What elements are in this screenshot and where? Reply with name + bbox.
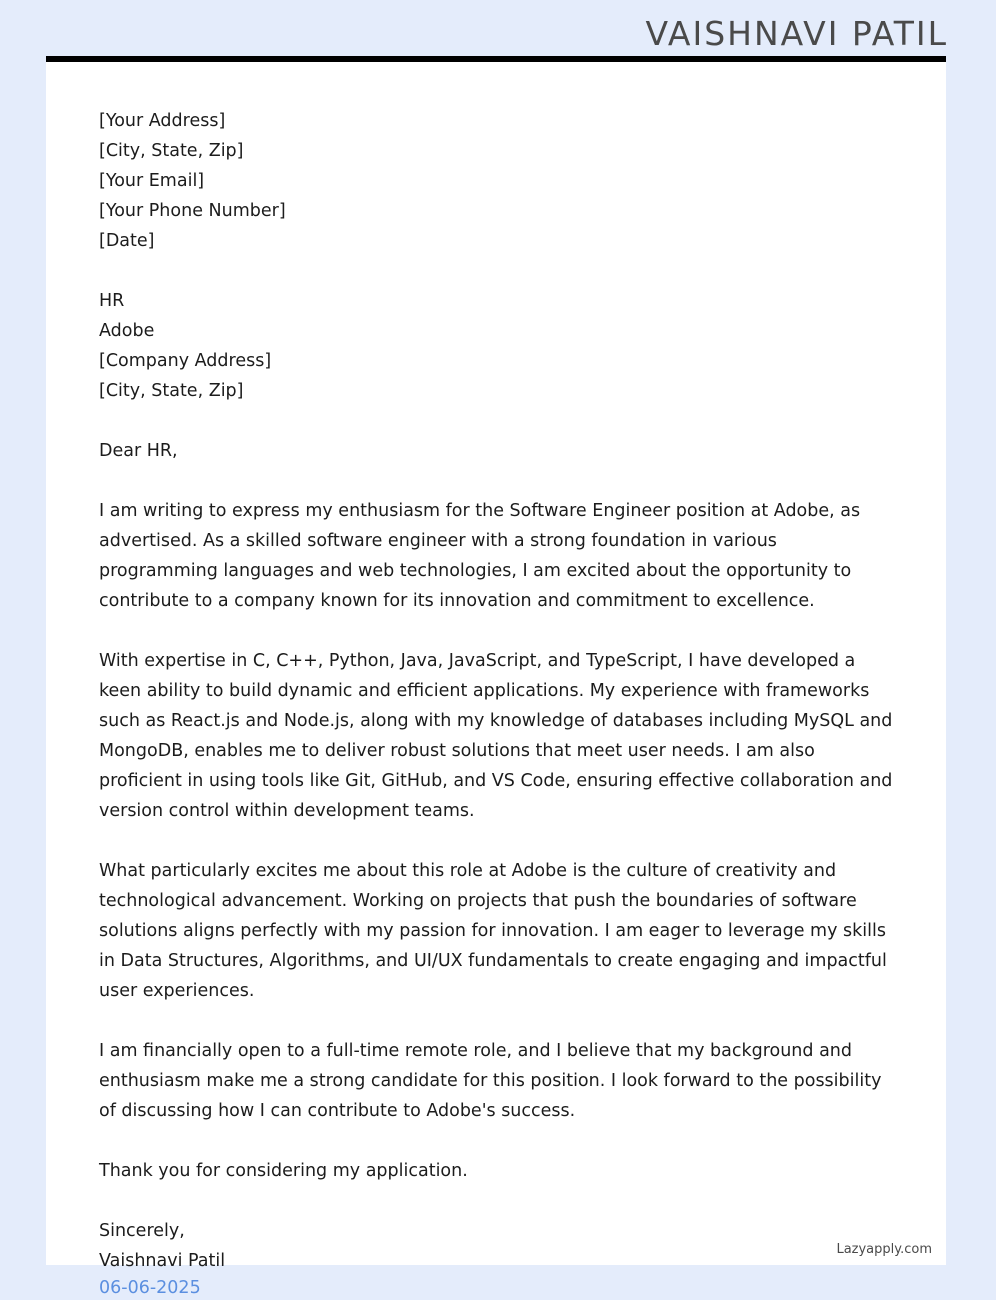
letter-sheet [46,56,946,1271]
recipient-address-line: [Company Address] [99,351,272,371]
sender-email-line: [Your Email] [99,171,205,191]
letter-body [99,106,899,1276]
sender-phone-line: [Your Phone Number] [99,201,286,221]
letter-paragraph-5: Thank you for considering my application. [99,1161,468,1181]
page-title: VAISHNAVI PATIL [645,14,948,53]
document-header [0,0,996,56]
sender-address-line: [Your Address] [99,111,226,131]
letter-paragraph-3: What particularly excites me about this role at Adobe is the culture of creativity and technological advancement. Working on projects that push the boundaries of software solutions aligns perfectly with my passion for innovation. I am eager to leverage my skills in Data Structures, Algorithms, and UI/UX fundamentals to create engaging and impactful user experiences. [99,861,893,1001]
recipient-company-line: Adobe [99,321,155,341]
salutation: Dear HR, [99,441,178,461]
footer-brand: Lazyapply.com [836,1242,932,1257]
letter-paragraph-4: I am financially open to a full-time remote role, and I believe that my background and enthusiasm make me a strong candidate for this position. I look forward to the possibility of discussing how I can contribute to Adobe's success. [99,1041,888,1121]
recipient-city-line: [City, State, Zip] [99,381,244,401]
signature-block [99,1216,899,1276]
closing-line: Sincerely, [99,1221,185,1241]
signature-name: Vaishnavi Patil [99,1251,226,1271]
sender-address-block [99,106,899,256]
sender-date-line: [Date] [99,231,155,251]
letter-paragraph-1: I am writing to express my enthusiasm for the Software Engineer position at Adobe, as advertised. As a skilled software engineer with a strong foundation in various programming languages and web technologies, I am excited about the opportunity to contribute to a company known for its innovation and commitment to excellence. [99,501,866,611]
letter-paragraph-2: With expertise in C, C++, Python, Java, JavaScript, and TypeScript, I have developed a keen ability to build dynamic and efficient applications. My experience with frameworks such as React.js and Node.js, along with my knowledge of databases including MySQL and MongoDB, enables me to deliver robust solutions that meet user needs. I am also proficient in using tools like Git, GitHub, and VS Code, ensuring effective collaboration and version control within development teams. [99,651,898,821]
recipient-address-block [99,286,899,406]
recipient-contact-line: HR [99,291,125,311]
sender-city-line: [City, State, Zip] [99,141,244,161]
date-stamp: 06-06-2025 [99,1278,201,1298]
